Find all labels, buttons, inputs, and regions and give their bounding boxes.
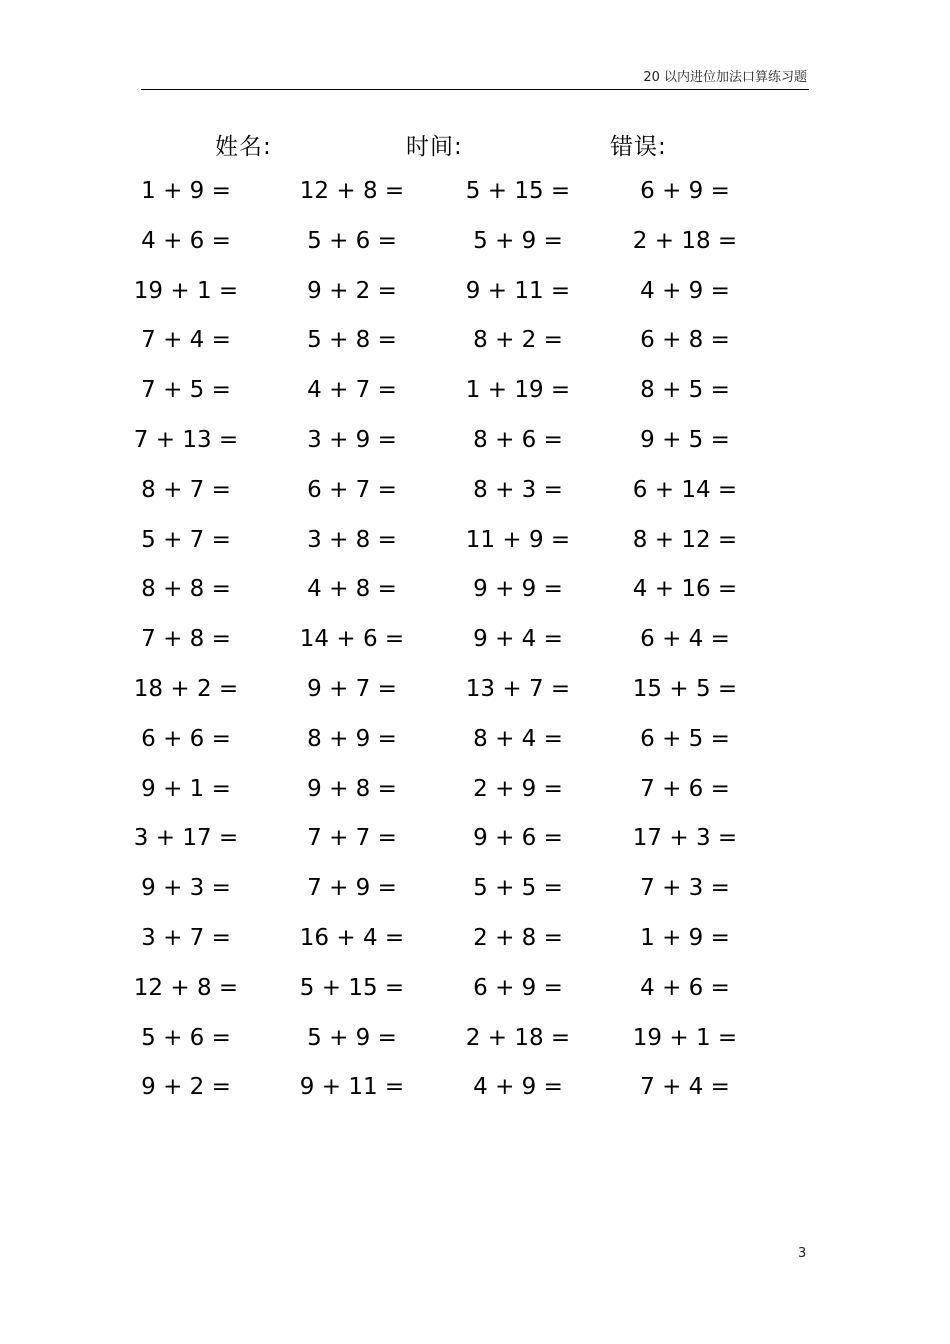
problem-cell: 9 + 8 = [307,775,397,802]
problem-cell: 15 + 5 = [632,675,738,702]
problem-cell: 7 + 4 = [640,1074,730,1101]
problem-cell: 7 + 13 = [133,426,239,453]
problem-cell: 8 + 12 = [632,526,738,553]
problem-row [100,566,780,616]
problem-cell: 4 + 6 = [640,974,730,1001]
problem-cell: 16 + 4 = [299,924,405,951]
problem-cell: 6 + 9 = [473,974,563,1001]
problem-row [100,168,780,218]
problem-cell: 8 + 9 = [307,725,397,752]
problem-cell: 9 + 5 = [640,426,730,453]
problem-row [100,915,780,965]
problem-cell: 19 + 1 = [632,1024,738,1051]
problem-row [100,815,780,865]
problem-row [100,1015,780,1065]
problem-cell: 3 + 9 = [307,426,397,453]
page-number: 3 [798,1246,807,1261]
problem-cell: 5 + 6 = [141,1024,231,1051]
problem-cell: 5 + 5 = [473,875,563,902]
problem-row [100,1064,780,1114]
problem-cell: 6 + 9 = [640,178,730,204]
problem-cell: 1 + 9 = [640,924,730,951]
problem-cell: 6 + 5 = [640,725,730,752]
problem-row [100,865,780,915]
problem-cell: 2 + 8 = [473,924,563,951]
problem-cell: 3 + 7 = [141,924,231,951]
problem-cell: 13 + 7 = [465,675,571,702]
problem-cell: 6 + 8 = [640,327,730,354]
problem-cell: 5 + 9 = [307,1024,397,1051]
problem-cell: 4 + 8 = [307,576,397,603]
problem-cell: 3 + 17 = [133,825,239,852]
problem-cell: 17 + 3 = [632,825,738,852]
problem-row [100,517,780,567]
problem-cell: 7 + 3 = [640,875,730,902]
problem-cell: 14 + 6 = [299,626,405,653]
problem-cell: 1 + 9 = [141,178,231,204]
problem-row [100,965,780,1015]
problem-row [100,268,780,318]
problem-cell: 7 + 9 = [307,875,397,902]
header-title: 20 以内进位加法口算练习题 [643,70,807,85]
problem-cell: 12 + 8 = [133,974,239,1001]
problem-cell: 7 + 5 = [141,377,231,404]
problem-row [100,317,780,367]
problem-cell: 9 + 7 = [307,675,397,702]
problem-cell: 4 + 7 = [307,377,397,404]
problem-cell: 9 + 9 = [473,576,563,603]
problem-cell: 5 + 7 = [141,526,231,553]
problem-cell: 2 + 18 = [465,1024,571,1051]
problem-cell: 8 + 7 = [141,476,231,503]
problem-cell: 4 + 9 = [640,277,730,304]
problem-cell: 7 + 7 = [307,825,397,852]
problem-cell: 9 + 3 = [141,875,231,902]
problem-cell: 5 + 15 = [465,178,571,204]
name-label: 姓名: [215,134,272,160]
problem-row [100,666,780,716]
problem-grid [100,168,780,1114]
problem-cell: 8 + 4 = [473,725,563,752]
problem-row [100,467,780,517]
problem-cell: 5 + 6 = [307,227,397,254]
problem-cell: 6 + 6 = [141,725,231,752]
problem-cell: 9 + 4 = [473,626,563,653]
problem-cell: 12 + 8 = [299,178,405,204]
problem-cell: 19 + 1 = [133,277,239,304]
problem-cell: 8 + 6 = [473,426,563,453]
problem-cell: 9 + 1 = [141,775,231,802]
problem-cell: 9 + 2 = [141,1074,231,1101]
problem-cell: 2 + 9 = [473,775,563,802]
errors-label: 错误: [610,134,667,160]
problem-row [100,616,780,666]
problem-cell: 6 + 14 = [632,476,738,503]
problem-cell: 9 + 6 = [473,825,563,852]
problem-cell: 8 + 8 = [141,576,231,603]
problem-cell: 7 + 4 = [141,327,231,354]
problem-cell: 5 + 9 = [473,227,563,254]
problem-cell: 4 + 6 = [141,227,231,254]
problem-cell: 8 + 5 = [640,377,730,404]
problem-row [100,218,780,268]
problem-cell: 9 + 2 = [307,277,397,304]
problem-cell: 2 + 18 = [632,227,738,254]
problem-cell: 11 + 9 = [465,526,571,553]
problem-cell: 5 + 15 = [299,974,405,1001]
problem-cell: 3 + 8 = [307,526,397,553]
problem-cell: 9 + 11 = [299,1074,405,1101]
problem-cell: 18 + 2 = [133,675,239,702]
problem-row [100,716,780,766]
time-label: 时间: [406,134,463,160]
problem-row [100,766,780,816]
header-divider [141,89,809,90]
problem-cell: 9 + 11 = [465,277,571,304]
problem-cell: 8 + 2 = [473,327,563,354]
problem-cell: 4 + 9 = [473,1074,563,1101]
problem-cell: 4 + 16 = [632,576,738,603]
problem-cell: 6 + 7 = [307,476,397,503]
problem-cell: 7 + 8 = [141,626,231,653]
problem-cell: 7 + 6 = [640,775,730,802]
problem-cell: 8 + 3 = [473,476,563,503]
problem-cell: 6 + 4 = [640,626,730,653]
problem-cell: 5 + 8 = [307,327,397,354]
problem-row [100,417,780,467]
problem-cell: 1 + 19 = [465,377,571,404]
problem-row [100,367,780,417]
